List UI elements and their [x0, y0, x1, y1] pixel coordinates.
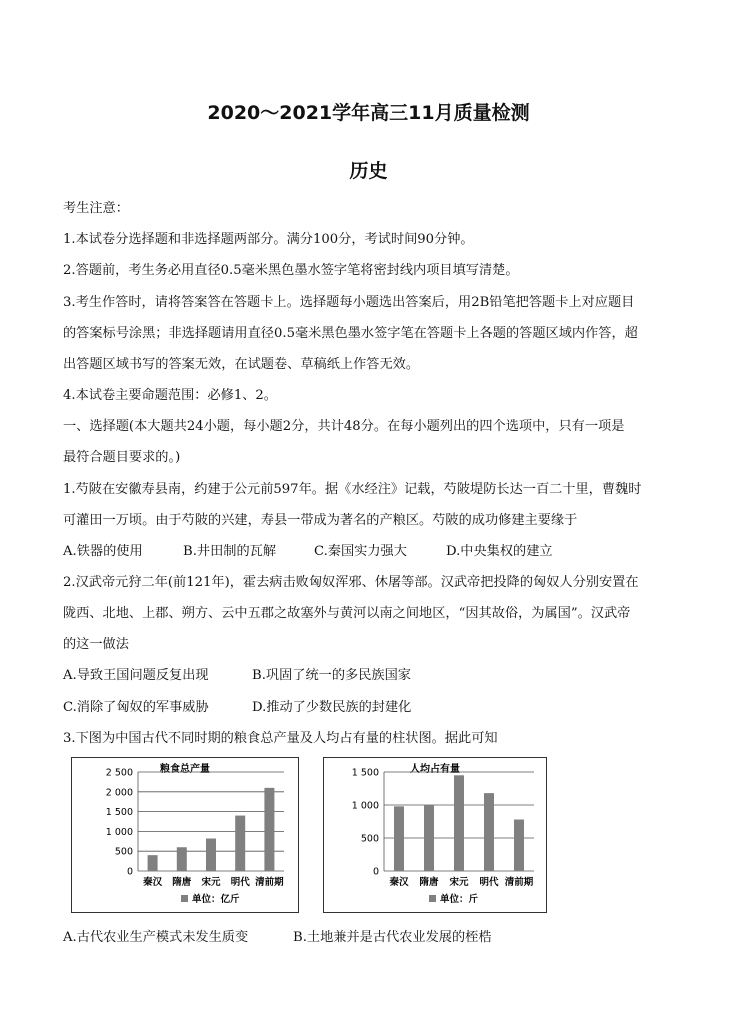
- question-2-option-d[interactable]: D.推动了少数民族的封建化: [252, 700, 412, 715]
- question-3-stem: 3.下图为中国古代不同时期的粮食总产量及人均占有量的柱状图。据此可知: [63, 731, 498, 746]
- bar: [514, 820, 524, 871]
- y-tick-label: 2 500: [105, 767, 133, 779]
- notice-item: 3.考生作答时，请将答案答在答题卡上。选择题每小题选出答案后，用2B铅笔把答题卡上对应题目: [63, 295, 635, 310]
- x-tick-label: 宋元: [449, 877, 469, 888]
- question-1-option-c[interactable]: C.秦国实力强大: [314, 544, 407, 559]
- grain-total-chart-svg: [72, 758, 298, 912]
- legend-swatch: [429, 895, 436, 902]
- x-tick-label: 清前期: [504, 877, 534, 888]
- bar: [148, 855, 158, 871]
- y-tick-label: 0: [126, 866, 133, 878]
- y-tick-label: 0: [372, 866, 379, 878]
- per-capita-chart-svg: [324, 758, 546, 912]
- notice-item: 1.本试卷分选择题和非选择题两部分。满分100分，考试时间90分钟。: [63, 232, 474, 247]
- y-tick-label: 500: [114, 846, 133, 858]
- bar: [206, 839, 216, 871]
- x-tick-label: 隋唐: [419, 877, 439, 888]
- x-tick-label: 秦汉: [389, 877, 409, 888]
- question-3-option-a[interactable]: A.古代农业生产模式未发生质变: [63, 930, 249, 945]
- question-2-option-b[interactable]: B.巩固了统一的多民族国家: [252, 668, 411, 683]
- notice-item: 的答案标号涂黑；非选择题请用直径0.5毫米黑色墨水签字笔在答题卡上各题的答题区域内作答，超: [63, 326, 638, 341]
- legend-label: 单位：亿斤: [192, 894, 240, 905]
- x-tick-label: 宋元: [201, 877, 221, 888]
- x-tick-label: 秦汉: [143, 877, 163, 888]
- question-2-stem: 2.汉武帝元狩二年(前121年)，霍去病击败匈奴浑邪、休屠等部。汉武帝把投降的匈奴人分别安置在: [63, 575, 639, 590]
- y-tick-label: 2 000: [105, 787, 133, 799]
- bar: [235, 816, 245, 871]
- section-heading: 一、选择题(本大题共24小题，每小题2分，共计48分。在每小题列出的四个选项中，只有一项是: [63, 419, 625, 434]
- legend-swatch: [181, 895, 188, 902]
- y-tick-label: 500: [360, 833, 379, 845]
- y-tick-label: 1 500: [105, 807, 133, 819]
- subject-title: 历史: [349, 160, 388, 182]
- x-tick-label: 明代: [230, 877, 250, 888]
- y-tick-label: 1 000: [105, 826, 133, 838]
- bar: [454, 775, 464, 871]
- question-2-stem: 的这一做法: [63, 637, 129, 652]
- question-1-option-d[interactable]: D.中央集权的建立: [446, 544, 553, 559]
- question-1-stem: 1.芍陂在安徽寿县南，约建于公元前597年。据《水经注》记载，芍陂堤防长达一百二十里，曹魏时: [63, 482, 642, 497]
- x-tick-label: 隋唐: [172, 877, 192, 888]
- bar: [424, 805, 434, 871]
- notice-heading: 考生注意：: [63, 201, 129, 216]
- exam-title: 2020～2021学年高三11月质量检测: [207, 102, 530, 124]
- bar: [177, 847, 187, 871]
- x-tick-label: 明代: [479, 877, 499, 888]
- notice-item: 4.本试卷主要命题范围：必修1、2。: [63, 388, 277, 403]
- section-heading: 最符合题目要求的。): [63, 450, 181, 465]
- grain-total-chart: [71, 757, 299, 913]
- x-tick-label: 清前期: [255, 877, 284, 888]
- chart-title: 人均占有量: [410, 764, 460, 775]
- question-1-option-a[interactable]: A.铁器的使用: [63, 544, 143, 559]
- legend-label: 单位：斤: [440, 894, 479, 905]
- y-tick-label: 1 500: [351, 767, 379, 779]
- question-2-option-c[interactable]: C.消除了匈奴的军事威胁: [63, 700, 209, 715]
- chart-title: 粮食总产量: [160, 764, 210, 775]
- question-1-option-b[interactable]: B.井田制的瓦解: [183, 544, 277, 559]
- notice-item: 2.答题前，考生务必用直径0.5毫米黑色墨水签字笔将密封线内项目填写清楚。: [63, 263, 519, 278]
- question-2-stem: 陇西、北地、上郡、朔方、云中五郡之故塞外与黄河以南之间地区，“因其故俗，为属国”。汉武帝: [63, 606, 631, 621]
- bar: [264, 788, 274, 871]
- question-1-stem: 可灌田一万顷。由于芍陂的兴建，寿县一带成为著名的产粮区。芍陂的成功修建主要缘于: [63, 513, 578, 528]
- notice-item: 出答题区域书写的答案无效，在试题卷、草稿纸上作答无效。: [63, 357, 420, 372]
- question-3-option-b[interactable]: B.土地兼并是古代农业发展的桎梏: [293, 930, 492, 945]
- y-tick-label: 1 000: [351, 800, 379, 812]
- question-2-option-a[interactable]: A.导致王国问题反复出现: [63, 668, 209, 683]
- bar: [394, 806, 404, 871]
- per-capita-chart: [323, 757, 547, 913]
- bar: [484, 793, 494, 871]
